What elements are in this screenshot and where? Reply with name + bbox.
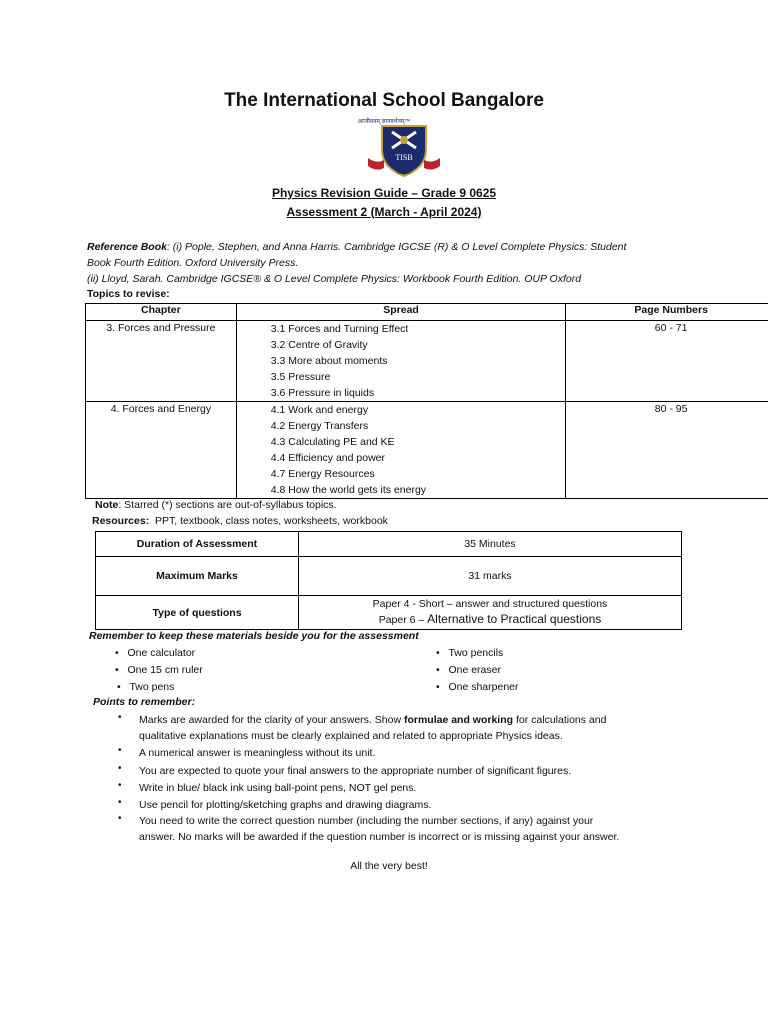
spread-item: 4.2 Energy Transfers bbox=[270, 420, 369, 432]
material-item: Two pencils bbox=[448, 647, 504, 659]
note-line bbox=[95, 499, 337, 511]
column-header-pages: Page Numbers bbox=[566, 304, 768, 321]
school-title: The International School Bangalore bbox=[224, 90, 544, 111]
paper6-text: Alternative to Practical questions bbox=[427, 612, 602, 626]
assessment-subtitle: Assessment 2 (March - April 2024) bbox=[286, 205, 482, 219]
reference-text-1: : (i) Pople, Stephen, and Anna Harris. Cambridge IGCSE (R) & O Level Complete Physics: Student bbox=[166, 241, 627, 253]
list-item bbox=[115, 645, 203, 662]
material-item: Two pens bbox=[129, 681, 175, 693]
bullet-icon: • bbox=[117, 681, 121, 693]
bullet-icon: • bbox=[436, 647, 440, 659]
reference-line-3: (ii) Lloyd, Sarah. Cambridge IGCSE® & O Level Complete Physics: Workbook Fourth Edition. OUP Oxford bbox=[87, 273, 582, 285]
material-item: One 15 cm ruler bbox=[127, 664, 203, 676]
list-item bbox=[117, 679, 203, 696]
materials-heading: Remember to keep these materials beside you for the assessment bbox=[89, 630, 419, 642]
spread-item: 3.2 Centre of Gravity bbox=[270, 339, 368, 351]
bullet-icon: • bbox=[118, 797, 122, 808]
spread-item: 3.3 More about moments bbox=[270, 355, 388, 367]
resources-text: PPT, textbook, class notes, worksheets, workbook bbox=[155, 515, 388, 527]
closing-text: All the very best! bbox=[350, 860, 428, 872]
point-6-continued: answer. No marks will be awarded if the question number is incorrect or is missing against your answer. bbox=[139, 831, 620, 843]
reference-line-2: Book Fourth Edition. Oxford University Press. bbox=[87, 257, 299, 269]
paper6-prefix: Paper 6 – bbox=[378, 614, 428, 626]
marks-value: 31 marks bbox=[299, 557, 682, 596]
bullet-icon: • bbox=[436, 664, 440, 676]
resources-label: Resources: bbox=[92, 515, 150, 527]
reference-label: Reference Book bbox=[87, 241, 167, 253]
assessment-table bbox=[95, 531, 682, 630]
point-1-continued: qualitative explanations must be clearly explained and related to appropriate Physics ideas. bbox=[139, 730, 563, 742]
spread-item: 4.1 Work and energy bbox=[270, 404, 369, 416]
point-1 bbox=[139, 712, 679, 728]
reference-line-1 bbox=[87, 239, 687, 255]
bullet-icon: • bbox=[436, 681, 440, 693]
school-crest-logo bbox=[364, 124, 444, 178]
note-label: Note bbox=[95, 499, 119, 511]
topics-table bbox=[85, 303, 768, 499]
materials-list-left bbox=[115, 645, 203, 696]
bullet-icon: • bbox=[118, 745, 122, 756]
spread-cell bbox=[236, 321, 566, 402]
spread-item: 3.6 Pressure in liquids bbox=[270, 387, 375, 399]
list-item bbox=[436, 679, 519, 696]
page-numbers-cell: 80 - 95 bbox=[566, 402, 768, 499]
resources-line bbox=[92, 515, 388, 527]
table-row bbox=[96, 532, 682, 557]
point-1-bold: formulae and working bbox=[403, 714, 514, 726]
table-row bbox=[86, 321, 768, 402]
bullet-icon: • bbox=[118, 813, 122, 824]
list-item bbox=[436, 662, 519, 679]
chapter-cell: 3. Forces and Pressure bbox=[86, 321, 237, 402]
table-row bbox=[96, 596, 682, 630]
bullet-icon: • bbox=[118, 712, 122, 723]
point-1-tail: for calculations and bbox=[513, 714, 607, 726]
guide-subtitle: Physics Revision Guide – Grade 9 0625 bbox=[271, 186, 497, 200]
materials-list-right bbox=[436, 645, 519, 696]
spread-item: 4.8 How the world gets its energy bbox=[270, 484, 427, 496]
spread-item: 4.4 Efficiency and power bbox=[270, 452, 386, 464]
bullet-icon: • bbox=[115, 664, 119, 676]
point-1-text: Marks are awarded for the clarity of your answers. Show bbox=[139, 714, 404, 726]
list-item bbox=[115, 662, 203, 679]
point-4: Write in blue/ black ink using ball-point pens, NOT gel pens. bbox=[139, 782, 417, 794]
topics-header-row bbox=[86, 304, 768, 321]
page-numbers-cell: 60 - 71 bbox=[566, 321, 768, 402]
marks-label: Maximum Marks bbox=[96, 557, 299, 596]
points-heading: Points to remember: bbox=[93, 696, 196, 708]
crest-text: TISB bbox=[395, 153, 413, 162]
point-2: A numerical answer is meaningless without its unit. bbox=[139, 747, 376, 759]
note-text: : Starred (*) sections are out-of-syllabus topics. bbox=[118, 499, 337, 511]
bullet-icon: • bbox=[118, 780, 122, 791]
point-6: You need to write the correct question number (including the number sections, if any) against your bbox=[139, 815, 594, 827]
material-item: One eraser bbox=[448, 664, 501, 676]
duration-label: Duration of Assessment bbox=[96, 532, 299, 557]
question-type-line-2 bbox=[300, 612, 680, 628]
question-type-label: Type of questions bbox=[96, 596, 299, 630]
question-type-value bbox=[299, 596, 682, 630]
spread-item: 3.5 Pressure bbox=[270, 371, 331, 383]
material-item: One calculator bbox=[127, 647, 196, 659]
crest-banner-text: HARDE bbox=[396, 170, 412, 175]
spread-item: 3.1 Forces and Turning Effect bbox=[270, 323, 409, 335]
point-3: You are expected to quote your final answers to the appropriate number of significant figures. bbox=[139, 765, 572, 777]
list-item bbox=[436, 645, 519, 662]
point-5: Use pencil for plotting/sketching graphs and drawing diagrams. bbox=[139, 799, 432, 811]
spread-item: 4.3 Calculating PE and KE bbox=[270, 436, 395, 448]
topics-label: Topics to revise: bbox=[87, 288, 170, 300]
table-row bbox=[86, 402, 768, 499]
spread-item: 4.7 Energy Resources bbox=[270, 468, 375, 480]
column-header-chapter: Chapter bbox=[86, 304, 237, 321]
bullet-icon: • bbox=[118, 763, 122, 774]
spread-cell bbox=[236, 402, 566, 499]
duration-value: 35 Minutes bbox=[299, 532, 682, 557]
material-item: One sharpener bbox=[448, 681, 519, 693]
question-type-line-1: Paper 4 - Short – answer and structured questions bbox=[372, 598, 608, 610]
bullet-icon: • bbox=[115, 647, 119, 659]
table-row bbox=[96, 557, 682, 596]
logo-motto: आजीवनम् ज्ञानवर्धनम्™ bbox=[357, 119, 411, 125]
chapter-cell: 4. Forces and Energy bbox=[86, 402, 237, 499]
column-header-spread: Spread bbox=[236, 304, 566, 321]
